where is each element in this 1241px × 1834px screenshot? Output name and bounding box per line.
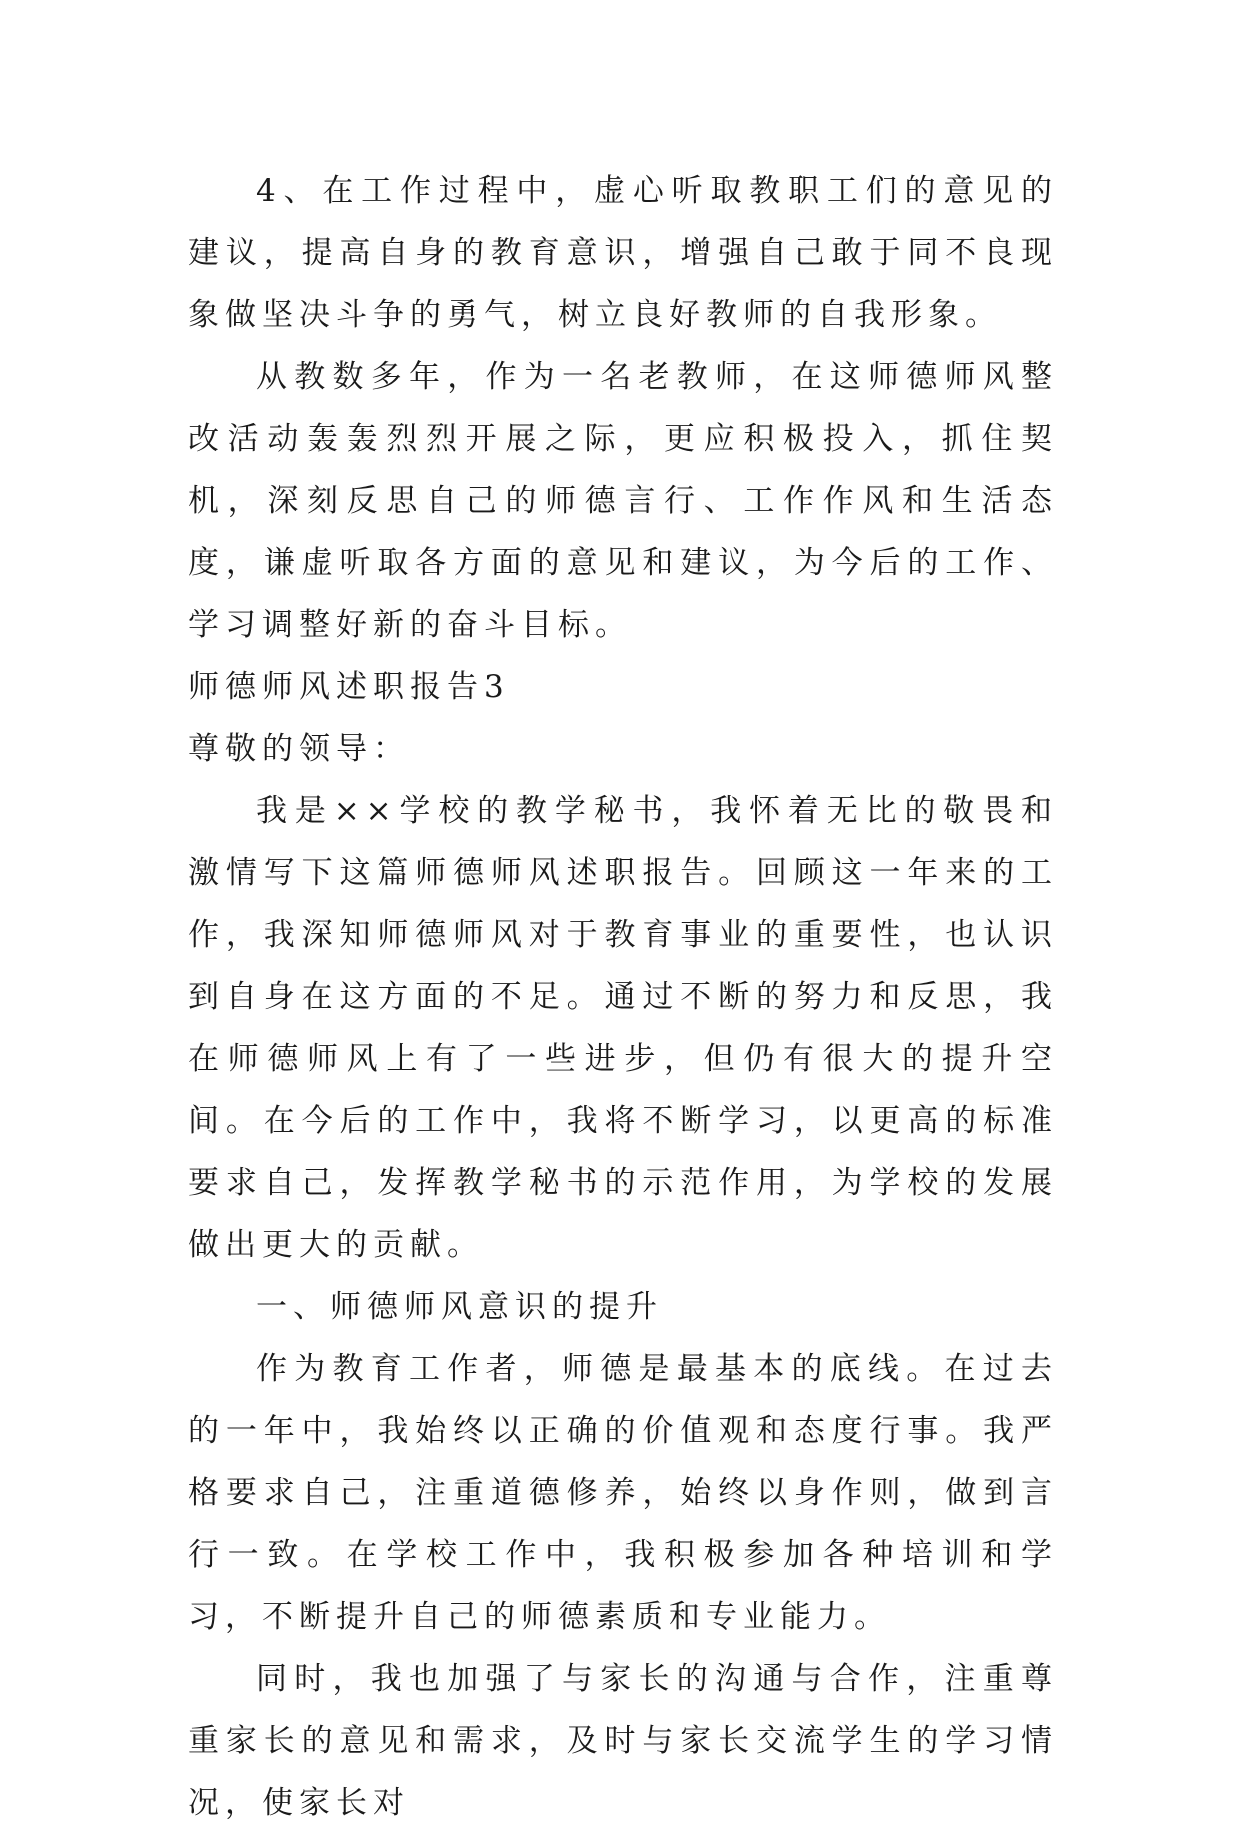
document-body	[188, 160, 1058, 1834]
paragraph-introduction: 我是××学校的教学秘书，我怀着无比的敬畏和激情写下这篇师德师风述职报告。回顾这一年来的工作，我深知师德师风对于教育事业的重要性，也认识到自身在这方面的不足。通过不断的努力和反思，我在师德师风上有了一些进步，但仍有很大的提升空间。在今后的工作中，我将不断学习，以更高的标准要求自己，发挥教学秘书的示范作用，为学校的发展做出更大的贡献。	[188, 793, 1058, 1263]
paragraph-item-4: 4、在工作过程中，虚心听取教职工们的意见的建议，提高自身的教育意识，增强自己敢于同不良现象做坚决斗争的勇气，树立良好教师的自我形象。	[188, 173, 1058, 333]
paragraph-ethics: 作为教育工作者，师德是最基本的底线。在过去的一年中，我始终以正确的价值观和态度行事。我严格要求自己，注重道德修养，始终以身作则，做到言行一致。在学校工作中，我积极参加各种培训和学习，不断提升自己的师德素质和专业能力。	[188, 1351, 1058, 1635]
paragraph-parents: 同时，我也加强了与家长的沟通与合作，注重尊重家长的意见和需求，及时与家长交流学生的学习情况，使家长对	[188, 1661, 1058, 1821]
section-heading-1: 一、师德师风意识的提升	[256, 1289, 663, 1325]
salutation: 尊敬的领导：	[188, 731, 410, 767]
paragraph-teaching-years: 从教数多年，作为一名老教师，在这师德师风整改活动轰轰烈烈开展之际，更应积极投入，抓住契机，深刻反思自己的师德言行、工作作风和生活态度，谦虚听取各方面的意见和建议，为今后的工作、学习调整好新的奋斗目标。	[188, 359, 1058, 643]
report-title: 师德师风述职报告3	[188, 669, 510, 705]
